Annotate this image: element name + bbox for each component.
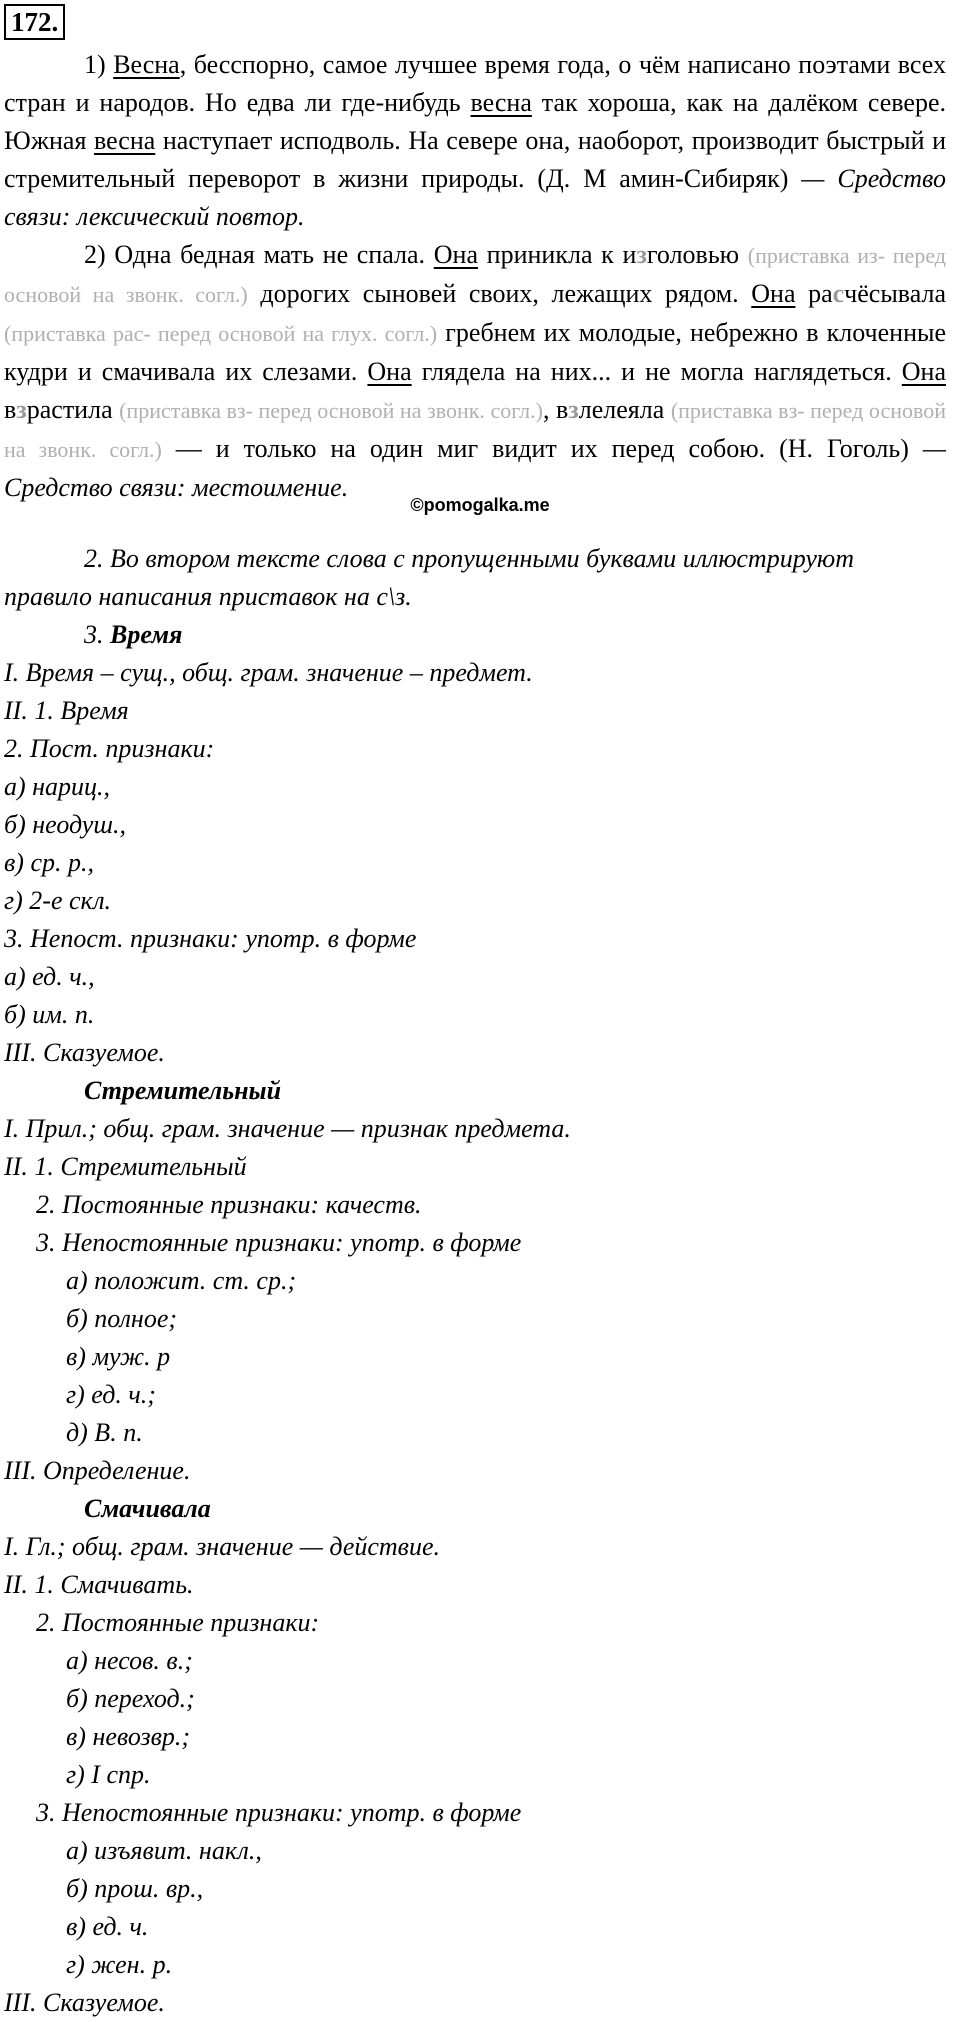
inserted-letter: с (832, 279, 845, 308)
inserted-letter: з (636, 240, 647, 269)
analysis-line: в) ед. ч. (66, 1912, 149, 1941)
analysis-line: II. 1. Смачивать. (4, 1570, 194, 1599)
text-2-span: глядела на них... и не могла наглядеться. (411, 357, 902, 386)
analysis-line: 2. Постоянные признаки: (36, 1608, 320, 1637)
connection-means: — Средство связи: местоимение. (4, 434, 947, 502)
analysis-line: а) несов. в.; (66, 1646, 193, 1675)
analysis-line: б) переход.; (66, 1684, 195, 1713)
analysis-line: б) прош. вр., (66, 1874, 204, 1903)
analysis-line: III. Сказуемое. (4, 1038, 165, 1067)
analysis-line: 2. Постоянные признаки: качеств. (36, 1190, 422, 1219)
text-2-span: гребнем их молодые, небрежно в клоченные кудри и смачивала их слезами. (4, 318, 946, 386)
underlined-word: Она (751, 279, 796, 308)
text-1-lead: 1) (84, 50, 114, 79)
analysis-line: д) В. п. (66, 1418, 143, 1447)
analysis-line: 2. Пост. признаки: (4, 734, 215, 763)
analysis-line: в) ср. р., (4, 848, 94, 877)
analysis-line: II. 1. Время (4, 696, 129, 725)
analysis-line: в) муж. р (66, 1342, 171, 1371)
analysis-line: г) жен. р. (66, 1950, 173, 1979)
prefix-note: (приставка вз- перед основой на звонк. согл.) (4, 398, 947, 462)
text-1-span: наступает исподволь. На севере она, наоборот, производит быстрый и стремительный переворот в жизни природы. (Д. М амин-Сибиряк) (4, 126, 947, 193)
analysis-line: б) им. п. (4, 1000, 95, 1029)
text-2-span: , в (542, 395, 569, 424)
text-2-span: лелеяла (578, 395, 671, 424)
analysis-line: I. Прил.; общ. грам. значение — признак предмета. (4, 1114, 571, 1143)
analysis-line: III. Сказуемое. (4, 1988, 165, 2017)
prefix-note: (приставка рас- перед основой на глух. согл.) (4, 321, 438, 346)
inserted-letter: з (568, 395, 579, 424)
analysis-line: а) положит. ст. ср.; (66, 1266, 297, 1295)
text-2-span: растила (26, 395, 120, 424)
analysis-line: г) 2-е скл. (4, 886, 112, 915)
answer-3-number: 3. (84, 620, 110, 649)
analysis-line: II. 1. Стремительный (4, 1152, 247, 1181)
analysis-line: в) невозвр.; (66, 1722, 191, 1751)
inserted-letter: з (16, 395, 27, 424)
text-1-span: так хороша, как на далёком севере. Южная (4, 88, 946, 155)
text-2-span: дорогих сыновей своих, лежащих рядом. (247, 279, 752, 308)
text-2-span: головью (646, 240, 748, 269)
exercise-number: 172. (4, 4, 65, 40)
underlined-word: Она (901, 357, 946, 386)
answer-2 (4, 540, 946, 616)
prefix-note: (приставка из- перед основой на звонк. согл.) (4, 243, 946, 307)
word-title: Смачивала (84, 1494, 211, 1523)
analysis-line: а) нариц., (4, 772, 111, 801)
text-2-span: чёсывала (844, 279, 947, 308)
text-2-span: приникла к и (477, 240, 637, 269)
text-2 (4, 236, 946, 507)
analysis-line: 3. Непостоянные признаки: употр. в форме (36, 1798, 522, 1827)
analysis-line: а) изъявит. накл., (66, 1836, 262, 1865)
text-1 (4, 46, 946, 236)
text-2-span: ра (795, 279, 833, 308)
analysis-line: I. Гл.; общ. грам. значение — действие. (4, 1532, 441, 1561)
underlined-word: Весна (113, 50, 180, 79)
answer-3-heading (4, 616, 946, 654)
word-title: Время (110, 620, 183, 649)
analysis-line: 3. Непост. признаки: употр. в форме (4, 924, 417, 953)
prefix-note: (приставка вз- перед основой на звонк. согл.) (119, 398, 543, 423)
analysis-line: 3. Непостоянные признаки: употр. в форме (36, 1228, 522, 1257)
connection-means: — Средство связи: лексический повтор. (4, 164, 946, 231)
text-2-span: 2) Одна бедная мать не спала. (84, 240, 434, 269)
underlined-word: Она (433, 240, 478, 269)
analysis-line: г) ед. ч.; (66, 1380, 156, 1409)
analysis-line: I. Время – сущ., общ. грам. значение – предмет. (4, 658, 533, 687)
answer-2-text: 2. Во втором тексте слова с пропущенными буквами иллюстрируют правило написания приставок на с\з. (4, 544, 855, 611)
underlined-word: Она (367, 357, 412, 386)
watermark: ©pomogalka.me (410, 495, 550, 515)
analysis-line: б) полное; (66, 1304, 178, 1333)
underlined-word: весна (470, 88, 532, 117)
underlined-word: весна (94, 126, 156, 155)
text-2-span: — и только на один миг видит их перед собою. (Н. Гоголь) (161, 434, 909, 463)
analysis-line: а) ед. ч., (4, 962, 95, 991)
analysis-line: III. Определение. (4, 1456, 191, 1485)
morphological-analysis (4, 540, 946, 2022)
word-title: Стремительный (84, 1076, 282, 1105)
text-1-span: , бесспорно, самое лучшее время года, о чём написано поэтами всех стран и народов. Но едва ли где-нибудь (4, 50, 946, 117)
analysis-line: б) неодуш., (4, 810, 126, 839)
analysis-line: г) I спр. (66, 1760, 151, 1789)
text-2-span: в (4, 395, 17, 424)
